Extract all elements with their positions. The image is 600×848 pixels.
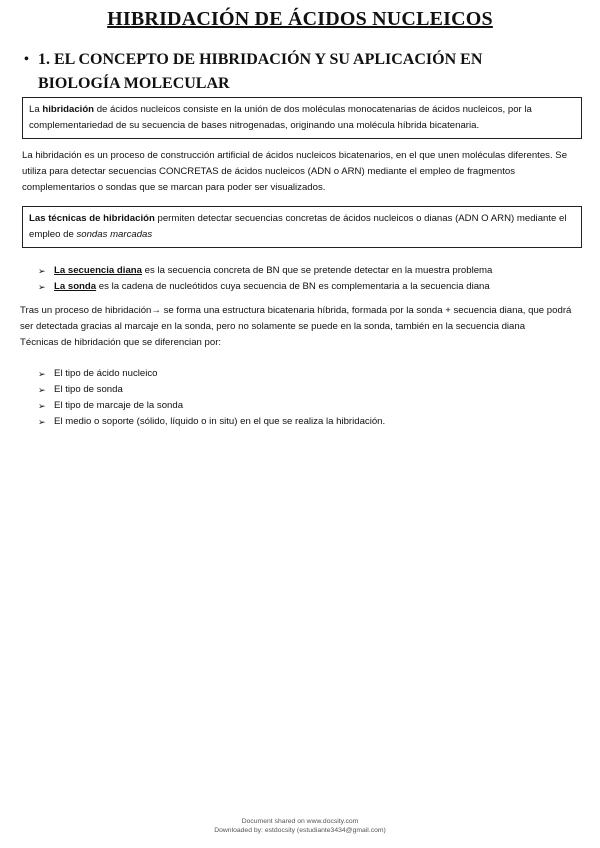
section-heading-text: 1. EL CONCEPTO DE HIBRIDACIÓN Y SU APLICACIÓN EN BIOLOGÍA MOLECULAR [38, 51, 483, 92]
techniques-list [38, 366, 538, 430]
paragraph-hibridacion-proceso: La hibridación es un proceso de construcción artificial de ácidos nucleicos bicatenarios, en el que unen moléculas diferentes. Se utiliza para detectar secuencias CONCRETAS de ácidos nucleicos (ADN o ARN) mediante el empleo de fragmentos complementarios o sondas que se marcan para poder ser visualizados. [22, 150, 568, 193]
definition-box-hibridacion [22, 97, 582, 139]
definition-text: es la secuencia concreta de BN que se pretende detectar en la muestra problema [141, 265, 493, 276]
arrow-bullet-icon: ➢ [38, 401, 46, 411]
arrow-bullet-icon: ➢ [38, 369, 46, 379]
list-item [38, 414, 538, 430]
arrow-bullet-icon: ➢ [38, 282, 46, 292]
section-heading [24, 48, 558, 96]
paragraph-tras-hibridacion [20, 303, 585, 351]
bullet-icon: • [24, 52, 29, 67]
definitions-list [38, 263, 586, 295]
box1-text: de ácidos nucleicos consiste en la unión de dos moléculas monocatenarias de ácidos nucleicos, por la complementariedad de su secuencia de bases nitrogenadas, originando una molécula híbrida bicatenaria. [29, 104, 532, 131]
technique-text: El tipo de sonda [54, 384, 123, 395]
technique-text: El tipo de ácido nucleico [54, 368, 158, 379]
term-secuencia-diana: La secuencia diana [54, 265, 142, 276]
footer-shared-note: Document shared on www.docsity.com [241, 818, 359, 825]
box2-bold-term: Las técnicas de hibridación [29, 213, 155, 224]
definition-box-tecnicas [22, 206, 582, 248]
footer-downloaded-note: Downloaded by: estdocsity (estudiante3434@gmail.com) [214, 827, 386, 834]
box2-italic-term: sondas marcadas [76, 229, 153, 240]
technique-text: El medio o soporte (sólido, líquido o in situ) en el que se realiza la hibridación. [54, 416, 386, 427]
box1-pre: La [29, 104, 43, 115]
box2-text: permiten detectar secuencias concretas de ácidos nucleicos o dianas (ADN O ARN) mediante el empleo de [29, 213, 567, 240]
list-item [38, 398, 538, 414]
term-sonda: La sonda [54, 281, 97, 292]
list-item [38, 382, 538, 398]
paragraph-tecnicas-intro: Técnicas de hibridación que se diferencian por: [20, 337, 222, 348]
arrow-bullet-icon: ➢ [38, 417, 46, 427]
list-item [38, 263, 586, 279]
document-title: HIBRIDACIÓN DE ÁCIDOS NUCLEICOS [107, 8, 493, 30]
arrow-bullet-icon: ➢ [38, 385, 46, 395]
paragraph-text: Tras un proceso de hibridación→ se forma una estructura bicatenaria híbrida, formada por la sonda + secuencia diana, que podrá ser detectada gracias al marcaje en la sonda, pero no solamente se puede en la sonda, también en la secuencia diana [20, 305, 572, 332]
box1-bold-term: hibridación [42, 104, 95, 115]
technique-text: El tipo de marcaje de la sonda [54, 400, 184, 411]
list-item [38, 366, 538, 382]
definition-text: es la cadena de nucleótidos cuya secuencia de BN es complementaria a la secuencia diana [96, 281, 490, 292]
list-item [38, 279, 586, 295]
arrow-bullet-icon: ➢ [38, 266, 46, 276]
